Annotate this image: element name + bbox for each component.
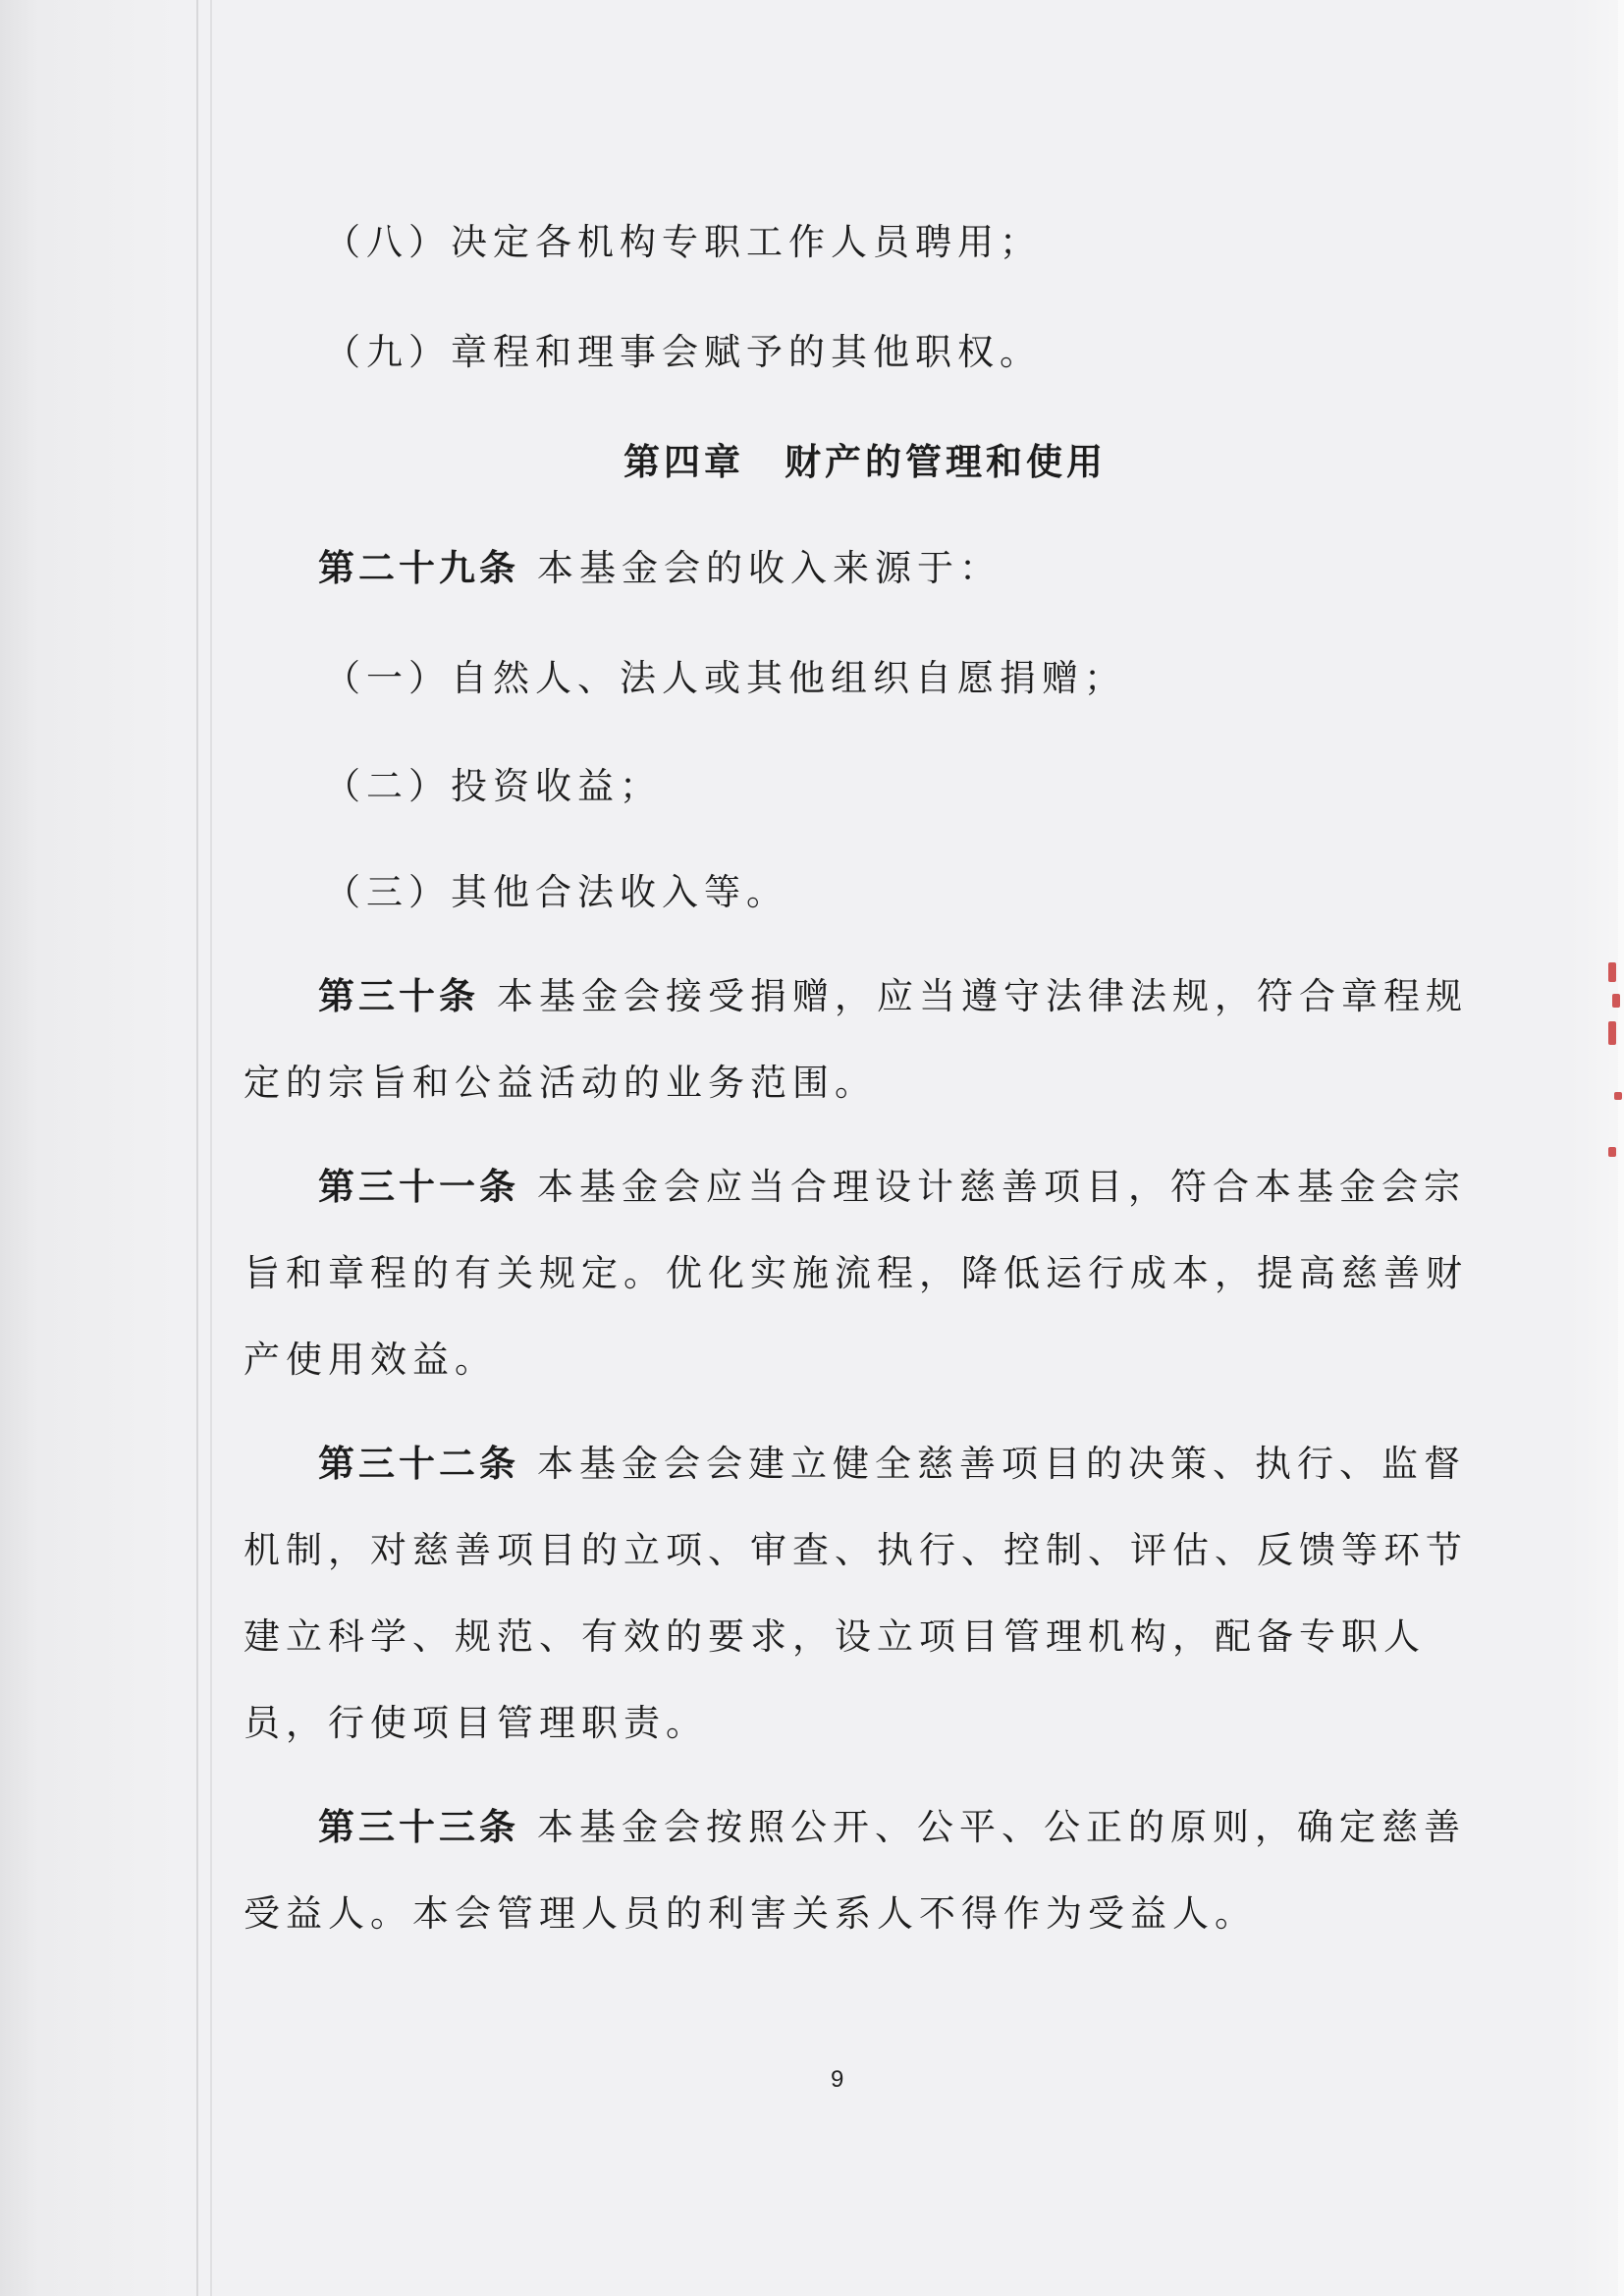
article-33-line-2: 受益人。本会管理人员的利害关系人不得作为受益人。	[244, 1892, 1257, 1935]
seal-fragment	[1608, 962, 1616, 982]
binding-shadow-line	[210, 0, 212, 2296]
article-32-label: 第三十二条	[318, 1443, 519, 1485]
seal-fragment	[1612, 994, 1620, 1008]
article-31-text: 本基金会应当合理设计慈善项目，符合本基金会宗	[537, 1166, 1466, 1208]
article-33-line-1	[318, 1806, 1466, 1848]
income-item-three: （三）其他合法收入等。	[324, 871, 788, 913]
income-item-two: （二）投资收益；	[324, 765, 662, 807]
income-item-one: （一）自然人、法人或其他组织自愿捐赠；	[324, 657, 1126, 699]
chapter-title: 第四章 财产的管理和使用	[623, 440, 1107, 483]
article-33-text: 本基金会按照公开、公平、公正的原则，确定慈善	[537, 1806, 1466, 1848]
seal-fragment	[1614, 1092, 1622, 1100]
article-29-label: 第二十九条	[318, 547, 519, 589]
list-item-nine: （九）章程和理事会赋予的其他职权。	[324, 331, 1042, 373]
list-item-eight: （八）决定各机构专职工作人员聘用；	[324, 221, 1042, 263]
article-30-line-1	[318, 975, 1468, 1017]
article-30-label: 第三十条	[318, 975, 479, 1017]
article-31-line-3: 产使用效益。	[244, 1339, 497, 1381]
seal-fragment	[1608, 1021, 1616, 1045]
article-33-label: 第三十三条	[318, 1806, 519, 1848]
article-31-line-2: 旨和章程的有关规定。优化实施流程，降低运行成本，提高慈善财	[244, 1252, 1468, 1294]
article-30-line-2: 定的宗旨和公益活动的业务范围。	[244, 1062, 877, 1104]
scan-edge	[1618, 0, 1624, 2296]
article-30-text: 本基金会接受捐赠，应当遵守法律法规，符合章程规	[497, 975, 1468, 1017]
article-29	[318, 547, 1001, 589]
article-32-line-4: 员，行使项目管理职责。	[244, 1702, 708, 1744]
seal-fragment	[1608, 1147, 1616, 1157]
article-29-text: 本基金会的收入来源于：	[537, 547, 1001, 589]
article-32-line-2: 机制，对慈善项目的立项、审查、执行、控制、评估、反馈等环节	[244, 1529, 1468, 1571]
article-32-text: 本基金会会建立健全慈善项目的决策、执行、监督	[537, 1443, 1466, 1485]
page-number: 9	[831, 2066, 844, 2093]
binding-shadow-line	[196, 0, 198, 2296]
article-32-line-3: 建立科学、规范、有效的要求，设立项目管理机构，配备专职人	[244, 1615, 1426, 1658]
article-31-line-1	[318, 1166, 1466, 1208]
article-32-line-1	[318, 1443, 1466, 1485]
article-31-label: 第三十一条	[318, 1166, 519, 1208]
